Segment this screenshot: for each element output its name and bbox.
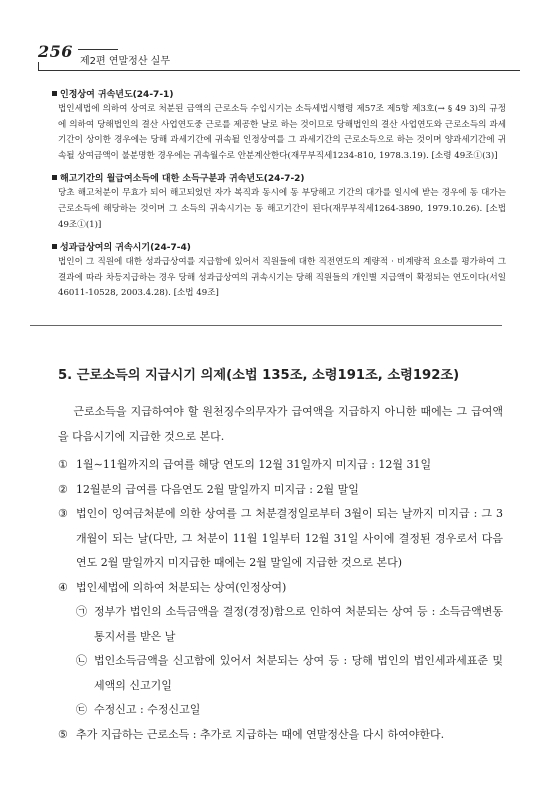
sub-item-text: 법인소득금액을 신고함에 있어서 처분되는 상여 등 : 당해 법인의 법인세과세표준 및 세액의 신고기일	[94, 654, 503, 692]
header-vertical-rule	[38, 62, 39, 70]
list-item	[58, 576, 503, 601]
list-item	[58, 723, 503, 748]
square-bullet-icon	[52, 244, 57, 249]
list-item	[58, 478, 503, 503]
square-bullet-icon	[52, 91, 57, 96]
header-bottom-rule	[38, 70, 520, 71]
section-body	[58, 400, 503, 747]
page-number: 256	[38, 42, 73, 61]
note-title: 인정상여 귀속년도(24-7-1)	[52, 88, 506, 102]
sub-list-item	[76, 649, 503, 698]
intro-paragraph: 근로소득을 지급하여야 할 원천징수의무자가 급여액을 지급하지 아니한 때에는 그 급여액을 다음시기에 지급한 것으로 본다.	[58, 405, 503, 443]
item-text: 1월∼11월까지의 급여를 해당 연도의 12월 31일까지 미지급 : 12월 31일	[76, 458, 432, 471]
item-number: ①	[58, 458, 68, 471]
item-number: ⑤	[58, 727, 68, 741]
list-item	[58, 453, 503, 478]
sub-item-text: 정부가 법인의 소득금액을 결정(경정)함으로 인하여 처분되는 상여 등 : 소득금액변동통지서를 받은 날	[94, 605, 503, 643]
timing-list	[58, 453, 503, 747]
sub-list-item	[76, 600, 503, 649]
list-item	[58, 502, 503, 576]
note-title: 성과급상여의 귀속시기(24-7-4)	[52, 241, 506, 255]
page-header	[30, 40, 520, 70]
item-text: 법인세법에 의하여 처분되는 상여(인정상여)	[76, 580, 287, 594]
note-body: 당초 해고처분이 무효가 되어 해고되었던 자가 복직과 동시에 동 부당해고 기간의 대가를 일시에 받는 경우에 동 대가는 근로소득에 해당하는 것이며 그 소득의 귀속시기는 동 해고기간이 된다(재무부직세1264-3890, 1979.10.26). [소법 49조①(1)]	[58, 188, 506, 230]
note-title: 해고기간의 월급여소득에 대한 소득구분과 귀속년도(24-7-2)	[52, 172, 506, 186]
chapter-title: 제2편 연말정산 실무	[80, 56, 170, 67]
note-item	[58, 172, 506, 233]
note-item	[58, 241, 506, 302]
note-body: 법인세법에 의하여 상여로 처분된 금액의 근로소득 수입시기는 소득세법시행령 제57조 제5항 제3호(→ § 49 3)의 규정에 의하여 당해법인의 결산 사업연도중 근로를 제공한 날로 하는 것이므로 당해법인의 결산 사업연도와 근로소득의 과세기간이 상이한 경우에는 당해 과세기간에 귀속될 인정상여를 그 과세기간의 근로소득으로 하는 것이며 양과세기간에 귀속될 상여금액이 불분명한 경우에는 귀속월수로 안분계산한다(재무부직세1234-810, 1978.3.19). [소령 49조①(3)]	[58, 104, 506, 161]
notes-box	[58, 88, 506, 310]
item-number: ②	[58, 482, 68, 496]
sub-item-text: 수정신고 : 수정신고일	[94, 703, 201, 716]
item-text: 법인이 잉여금처분에 의한 상여를 그 처분결정일로부터 3월이 되는 날까지 미지급 : 그 3개월이 되는 날(다만, 그 처분이 11월 1일부터 12월 31일 사이에 결정된 경우로서 다음연도 2월 말일까지 미지급한 때에는 2월 말일에 지급한 것으로 본다)	[76, 507, 503, 569]
sub-list	[76, 600, 503, 723]
sub-item-number: ㉠	[76, 605, 87, 618]
sub-item-number: ㉢	[76, 703, 87, 716]
item-number: ④	[58, 580, 68, 594]
square-bullet-icon	[52, 175, 57, 180]
item-text: 12월분의 급여를 다음연도 2월 말일까지 미지급 : 2월 말일	[76, 482, 359, 496]
sub-list-item	[76, 698, 503, 723]
section-title: 5. 근로소득의 지급시기 의제(소법 135조, 소령191조, 소령192조)	[58, 368, 460, 383]
item-number: ③	[58, 507, 68, 520]
note-item	[58, 88, 506, 164]
header-top-rule	[78, 49, 118, 50]
sub-item-number: ㉡	[76, 654, 87, 667]
section-divider	[30, 325, 502, 326]
item-text: 추가 지급하는 근로소득 : 추가로 지급하는 때에 연말정산을 다시 하여야한다.	[76, 727, 445, 741]
note-body: 법인이 그 직원에 대한 성과급상여를 지급함에 있어서 직원들에 대한 직전연도의 계량적 · 비계량적 요소를 평가하여 그 결과에 따라 차등지급하는 경우 당해 성과급상여의 귀속시기는 당해 직원들의 개인별 지급액이 확정되는 연도이다(서일46011-10528, 2003.4.28). [소법 49조]	[58, 257, 506, 299]
